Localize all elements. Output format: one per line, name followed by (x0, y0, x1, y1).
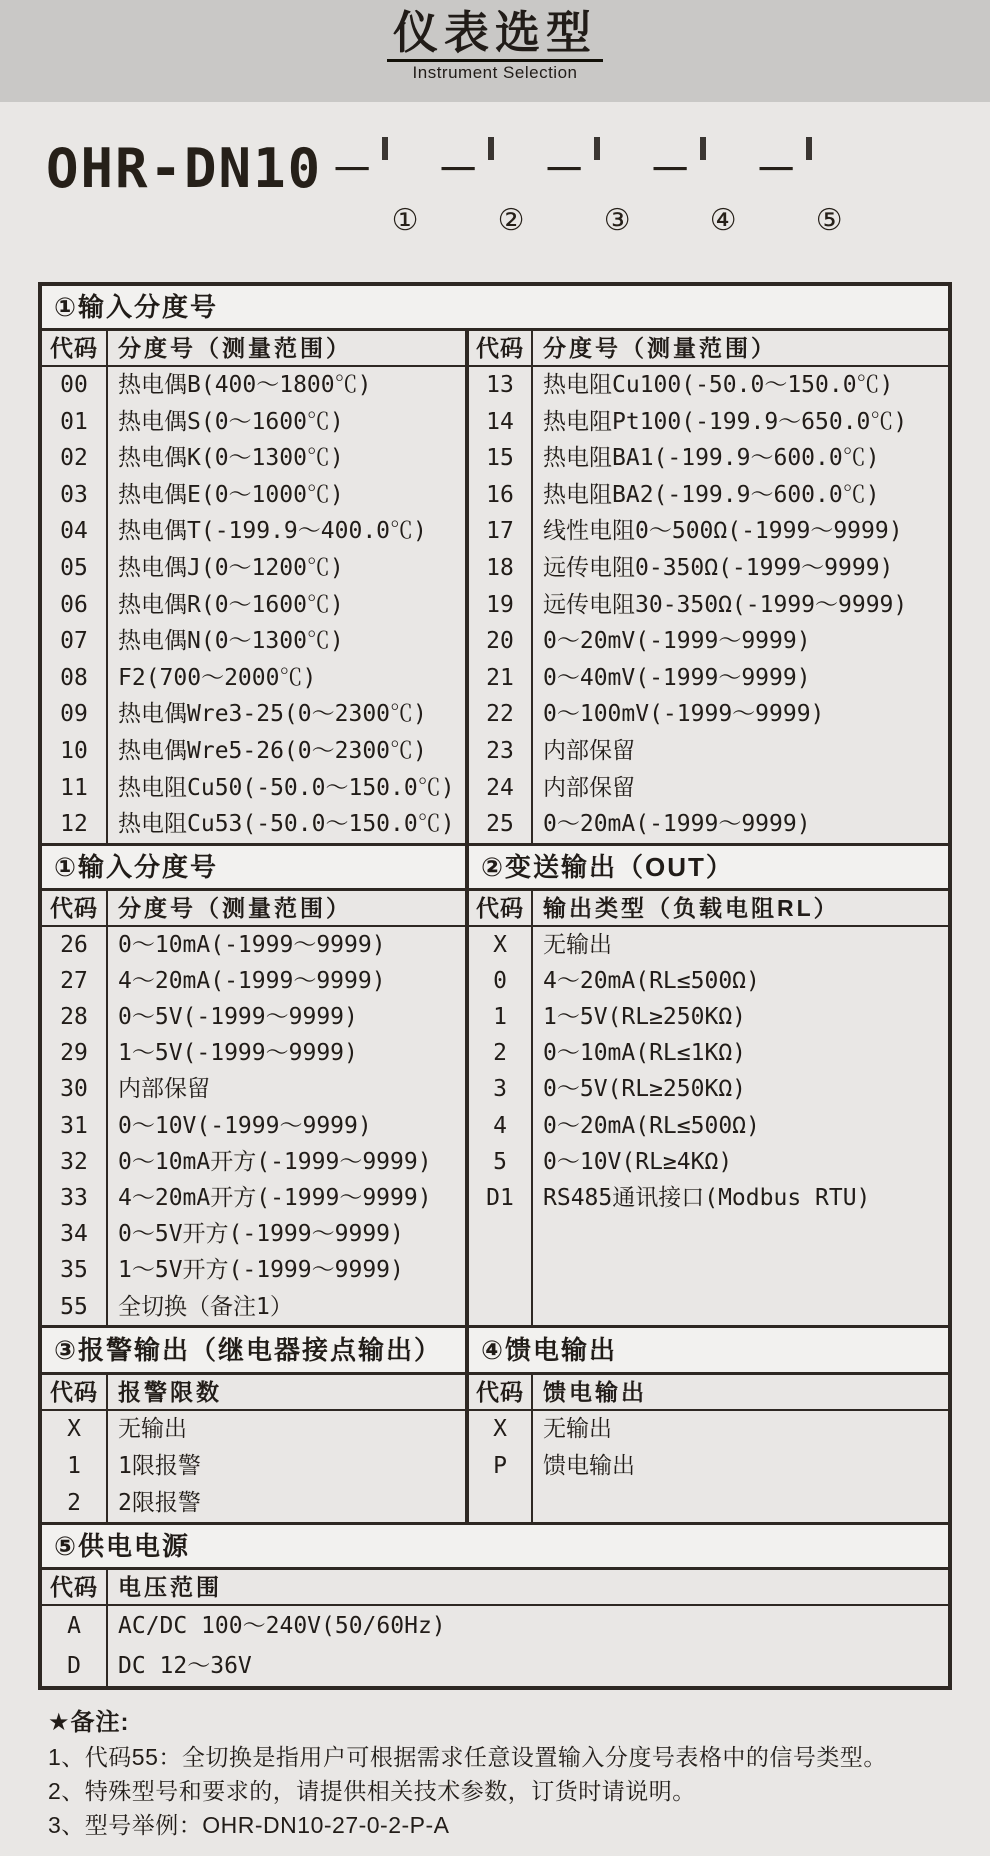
dash-separator: － (437, 146, 480, 193)
column-header-row (469, 1375, 948, 1411)
desc-cell: 远传电阻30-350Ω(-1999～9999) (543, 591, 908, 618)
remark-item-3: 3、型号举例：OHR-DN10-27-0-2-P-A (48, 1811, 450, 1838)
table-row (42, 1646, 948, 1686)
code-cell: 05 (42, 550, 108, 587)
table-rows (42, 927, 465, 1325)
code-cell: 35 (42, 1252, 108, 1288)
desc-cell: 0～20mV(-1999～9999) (543, 628, 811, 655)
table-row (469, 1448, 948, 1485)
desc-cell: 2限报警 (118, 1489, 201, 1516)
model-slot-3 (594, 140, 640, 237)
code-cell: 4 (469, 1108, 533, 1144)
table-row (469, 927, 948, 963)
table-row (469, 1144, 948, 1180)
column-header-row (469, 891, 948, 927)
dash-separator: － (755, 146, 798, 193)
model-slot-2 (488, 140, 534, 237)
desc-cell: 热电偶B(400～1800℃) (118, 372, 372, 398)
section-body (42, 1570, 948, 1686)
desc-cell: DC 12～36V (118, 1652, 252, 1679)
section-header (42, 1525, 948, 1570)
code-cell: X (42, 1411, 108, 1448)
column-header-row (42, 331, 465, 367)
desc-cell: 0～10mA开方(-1999～9999) (118, 1148, 432, 1175)
desc-cell: 热电偶Wre5-26(0～2300℃) (118, 737, 427, 764)
table-row (42, 927, 465, 963)
desc-cell: 热电阻BA2(-199.9～600.0℃) (543, 481, 880, 508)
table-row (42, 696, 465, 733)
desc-cell: 线性电阻0～500Ω(-1999～9999) (543, 518, 903, 545)
code-cell: 19 (469, 587, 533, 624)
table-row (42, 770, 465, 807)
remark-item-1: 1、代码55：全切换是指用户可根据需求任意设置输入分度号表格中的信号类型。 (48, 1743, 887, 1770)
table-row (469, 770, 948, 807)
remarks (48, 1706, 970, 1842)
code-cell: 14 (469, 404, 533, 441)
table-row (469, 1108, 948, 1144)
circle-label-5: ⑤ (815, 204, 843, 237)
code-cell: 13 (469, 367, 533, 404)
desc-column-header: 分度号（测量范围） (118, 335, 352, 361)
code-cell: X (469, 1411, 533, 1448)
table-row (469, 1035, 948, 1071)
desc-cell: 无输出 (543, 1415, 612, 1442)
circle-label-4: ④ (709, 204, 737, 237)
desc-cell: 0～40mV(-1999～9999) (543, 664, 811, 691)
table-rows (42, 1606, 948, 1686)
remark-item-2: 2、特殊型号和要求的，请提供相关技术参数，订货时请说明。 (48, 1777, 696, 1804)
code-column-header: 代码 (42, 1375, 108, 1409)
circle-label-2: ② (497, 204, 525, 237)
desc-cell: 内部保留 (543, 737, 635, 764)
code-cell: 28 (42, 999, 108, 1035)
code-cell: 16 (469, 477, 533, 514)
desc-cell: 0～10mA(-1999～9999) (118, 931, 386, 958)
desc-cell: 0～5V(-1999～9999) (118, 1004, 358, 1031)
code-cell: 04 (42, 513, 108, 550)
empty-filler-row (469, 1216, 948, 1325)
desc-cell: 4～20mA(RL≤500Ω) (543, 967, 760, 994)
desc-cell: 热电偶R(0～1600℃) (118, 591, 344, 618)
section-header (42, 286, 948, 331)
model-segment-2 (428, 140, 534, 237)
code-cell: 09 (42, 696, 108, 733)
table-row (42, 1144, 465, 1180)
table-row (469, 477, 948, 514)
table-rows (469, 927, 948, 1325)
desc-cell: 1～5V(RL≥250KΩ) (543, 1004, 747, 1031)
desc-cell: 热电阻Pt100(-199.9～650.0℃) (543, 408, 908, 435)
code-cell: 1 (42, 1448, 108, 1485)
table-row (469, 733, 948, 770)
code-column-header: 代码 (42, 331, 108, 365)
table-row (469, 513, 948, 550)
table-row (42, 733, 465, 770)
desc-cell: 热电阻Cu53(-50.0～150.0℃) (118, 811, 455, 838)
desc-column-header: 电压范围 (118, 1573, 222, 1600)
table-row (469, 367, 948, 404)
table-row (42, 477, 465, 514)
desc-cell: 0～5V(RL≥250KΩ) (543, 1076, 747, 1103)
desc-cell: 内部保留 (118, 1076, 210, 1103)
code-cell: 25 (469, 806, 533, 843)
code-cell: 29 (42, 1035, 108, 1071)
section-header (42, 1328, 948, 1375)
code-cell: 12 (42, 806, 108, 843)
subtable-left (42, 331, 465, 843)
desc-cell: 4～20mA开方(-1999～9999) (118, 1185, 432, 1212)
model-prefix: OHR-DN10 (46, 137, 323, 200)
table-row (469, 999, 948, 1035)
selection-table (38, 282, 952, 1690)
code-cell: A (42, 1606, 108, 1646)
table-row (42, 367, 465, 404)
desc-cell (533, 1216, 948, 1325)
desc-cell: 热电偶S(0～1600℃) (118, 408, 344, 435)
desc-cell: 0～5V开方(-1999～9999) (118, 1221, 404, 1248)
column-header-row (42, 1375, 465, 1411)
table-row (42, 1071, 465, 1107)
circle-label-1: ① (391, 204, 419, 237)
page-subtitle: Instrument Selection (412, 63, 578, 83)
table-row (42, 1035, 465, 1071)
section-title-left: ③报警输出（继电器接点输出） (54, 1334, 443, 1365)
code-cell: 00 (42, 367, 108, 404)
table-row (469, 440, 948, 477)
table-row (42, 1411, 465, 1448)
code-cell: 0 (469, 963, 533, 999)
code-cell: D1 (469, 1180, 533, 1216)
desc-cell: RS485通讯接口(Modbus RTU) (543, 1185, 871, 1212)
table-row (469, 1180, 948, 1216)
desc-cell: 远传电阻0-350Ω(-1999～9999) (543, 554, 894, 581)
page-title: 仪表选型 (387, 8, 603, 62)
table-rows (42, 1411, 465, 1522)
section-title-right: ②变送输出（OUT） (465, 846, 948, 888)
column-header-row (42, 891, 465, 927)
desc-cell: 全切换（备注1） (118, 1293, 293, 1320)
table-rows (469, 367, 948, 843)
code-cell: 34 (42, 1216, 108, 1252)
code-box-1 (382, 137, 388, 160)
table-row (42, 806, 465, 843)
code-box-2 (488, 137, 494, 160)
section-body (42, 1375, 948, 1522)
code-cell: 27 (42, 963, 108, 999)
desc-cell: 1～5V(-1999～9999) (118, 1040, 358, 1067)
code-column-header: 代码 (469, 331, 533, 365)
table-rows (42, 367, 465, 843)
section-alarm-and-feed-output (42, 1325, 948, 1522)
code-cell: 06 (42, 587, 108, 624)
code-cell: 23 (469, 733, 533, 770)
code-box-4 (700, 137, 706, 160)
subtable-full (42, 1570, 948, 1686)
code-cell: 30 (42, 1071, 108, 1107)
code-cell: P (469, 1448, 533, 1485)
table-rows (469, 1411, 948, 1522)
code-cell: 21 (469, 660, 533, 697)
code-column-header: 代码 (469, 891, 533, 925)
section-input-graduation-2-and-output (42, 843, 948, 1325)
subtable-right (465, 891, 948, 1325)
code-cell: 01 (42, 404, 108, 441)
section-header (42, 846, 948, 891)
model-code-row (46, 137, 990, 262)
empty-filler-row (469, 1485, 948, 1522)
desc-cell: 热电偶E(0～1000℃) (118, 481, 344, 508)
desc-cell: 4～20mA(-1999～9999) (118, 967, 386, 994)
model-slot-4 (700, 140, 746, 237)
table-row (469, 550, 948, 587)
model-slot-1 (382, 140, 428, 237)
table-row (42, 1289, 465, 1325)
desc-cell: 热电偶K(0～1300℃) (118, 445, 344, 472)
code-cell: 15 (469, 440, 533, 477)
code-cell: 32 (42, 1144, 108, 1180)
table-row (42, 1606, 948, 1646)
code-cell: 11 (42, 770, 108, 807)
desc-cell: 热电阻BA1(-199.9～600.0℃) (543, 445, 880, 472)
subtable-left (42, 1375, 465, 1522)
code-box-5 (806, 137, 812, 160)
dash-separator: － (543, 146, 586, 193)
desc-cell: 无输出 (118, 1415, 187, 1442)
table-row (42, 550, 465, 587)
desc-column-header: 馈电输出 (543, 1378, 647, 1405)
desc-cell: 1～5V开方(-1999～9999) (118, 1257, 404, 1284)
section-body (42, 891, 948, 1325)
table-row (469, 963, 948, 999)
code-cell: 31 (42, 1108, 108, 1144)
desc-cell: 0～20mA(RL≤500Ω) (543, 1112, 760, 1139)
dash-separator: － (649, 146, 692, 193)
table-row (42, 963, 465, 999)
section-body (42, 331, 948, 843)
model-segment-1 (322, 140, 428, 237)
section-title: ①输入分度号 (54, 292, 219, 322)
table-row (42, 1108, 465, 1144)
table-row (42, 1448, 465, 1485)
table-row (42, 1252, 465, 1288)
code-cell (469, 1216, 533, 1325)
page-header (0, 0, 990, 102)
code-cell: 07 (42, 623, 108, 660)
section-title-left: ①输入分度号 (54, 851, 219, 882)
code-cell: 02 (42, 440, 108, 477)
desc-cell: 内部保留 (543, 774, 635, 801)
code-cell: 5 (469, 1144, 533, 1180)
table-row (42, 1216, 465, 1252)
table-row (469, 696, 948, 733)
code-cell: 22 (469, 696, 533, 733)
code-column-header: 代码 (42, 1570, 108, 1604)
desc-cell: 0～100mV(-1999～9999) (543, 701, 825, 728)
code-cell: 2 (42, 1485, 108, 1522)
code-cell: 2 (469, 1035, 533, 1071)
subtable-right (465, 1375, 948, 1522)
code-cell: 3 (469, 1071, 533, 1107)
code-cell: 08 (42, 660, 108, 697)
desc-column-header: 输出类型（负载电阻RL） (543, 894, 840, 921)
desc-cell: F2(700～2000℃) (118, 664, 317, 691)
code-cell: 55 (42, 1289, 108, 1325)
code-cell: 20 (469, 623, 533, 660)
desc-column-header: 报警限数 (118, 1378, 222, 1405)
code-cell: 1 (469, 999, 533, 1035)
table-row (42, 440, 465, 477)
table-row (42, 1180, 465, 1216)
desc-column-header: 分度号（测量范围） (118, 894, 352, 921)
desc-cell: 热电阻Cu50(-50.0～150.0℃) (118, 774, 455, 801)
table-row (42, 660, 465, 697)
desc-cell: 0～10mA(RL≤1KΩ) (543, 1040, 747, 1067)
code-cell: 33 (42, 1180, 108, 1216)
section-title-right: ④馈电输出 (465, 1328, 948, 1372)
code-cell: X (469, 927, 533, 963)
desc-column-header: 分度号（测量范围） (543, 335, 777, 361)
model-segment-4 (640, 140, 746, 237)
table-row (42, 587, 465, 624)
desc-cell: 1限报警 (118, 1452, 201, 1479)
section-title: ⑤供电电源 (54, 1530, 191, 1561)
desc-cell: 馈电输出 (543, 1452, 635, 1479)
subtable-right (465, 331, 948, 843)
desc-cell: 热电阻Cu100(-50.0～150.0℃) (543, 372, 894, 398)
section-power-supply (42, 1522, 948, 1686)
desc-cell: 无输出 (543, 931, 612, 958)
table-row (469, 660, 948, 697)
subtable-left (42, 891, 465, 1325)
section-input-graduation-1 (42, 286, 948, 843)
desc-cell: 0～10V(RL≥4KΩ) (543, 1148, 733, 1175)
table-row (469, 404, 948, 441)
code-cell: 24 (469, 770, 533, 807)
code-column-header: 代码 (469, 1375, 533, 1409)
desc-cell: 热电偶J(0～1200℃) (118, 554, 344, 581)
desc-cell: 热电偶Wre3-25(0～2300℃) (118, 701, 427, 728)
desc-cell: 热电偶N(0～1300℃) (118, 628, 344, 655)
table-row (469, 806, 948, 843)
table-row (469, 1071, 948, 1107)
desc-cell: AC/DC 100～240V(50/60Hz) (118, 1612, 446, 1639)
model-segment-5 (746, 140, 852, 237)
table-row (469, 623, 948, 660)
model-segment-3 (534, 140, 640, 237)
desc-cell: 0～20mA(-1999～9999) (543, 811, 811, 838)
desc-cell (533, 1485, 948, 1522)
model-slot-5 (806, 140, 852, 237)
code-column-header: 代码 (42, 891, 108, 925)
code-cell: 17 (469, 513, 533, 550)
code-cell (469, 1485, 533, 1522)
column-header-row (469, 331, 948, 367)
desc-cell: 0～10V(-1999～9999) (118, 1112, 372, 1139)
code-cell: 26 (42, 927, 108, 963)
table-row (42, 404, 465, 441)
code-cell: 10 (42, 733, 108, 770)
table-row (42, 1485, 465, 1522)
table-row (42, 513, 465, 550)
circle-label-3: ③ (603, 204, 631, 237)
code-cell: D (42, 1646, 108, 1686)
table-row (469, 587, 948, 624)
code-cell: 18 (469, 550, 533, 587)
remarks-title: ★备注: (48, 1708, 130, 1736)
table-row (42, 999, 465, 1035)
desc-cell: 热电偶T(-199.9～400.0℃) (118, 518, 427, 545)
column-header-row (42, 1570, 948, 1606)
table-row (469, 1411, 948, 1448)
code-cell: 03 (42, 477, 108, 514)
table-row (42, 623, 465, 660)
code-box-3 (594, 137, 600, 160)
dash-separator: － (331, 146, 374, 193)
